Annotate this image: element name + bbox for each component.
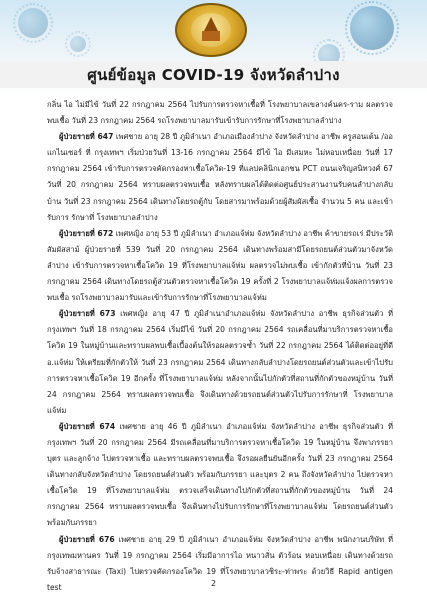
- virus-icon: [350, 6, 394, 50]
- case-heading: ผู้ป่วยรายที่ 676: [59, 534, 115, 544]
- paragraph-text: เพศหญิง อายุ 47 ปี ภูมิลำเนาอำเภอแจ้ห่ม จังหวัดลำปาง อาชีพ ธุรกิจส่วนตัว ที่ กรุงเทพฯ วันที่ 18 กรกฎาคม 2564 เริ่มมีไข้ วันที่ 20 กรกฎาคม 2564 รถเคลื่อนที่มาบริการตรวจหาเชื้อโควิด 19 ในหมู่บ้านและทราบผลพบเชื้อเบื้องต้นให้รอผลตรวจซ้ำ วันที่ 22 กรกฎาคม 2564 ได้ติดต่ออยู่ที่ดี อ.แจ้ห่ม ให้เตรียมที่กักตัวให้ วันที่ 23 กรกฎาคม 2564 เดินทางกลับลำปางโดยรถยนต์ส่วนตัวและเข้าไปรับการตรวจหาเชื้อโควิด 19 อีกครั้ง ที่โรงพยาบาลแจ้ห่ม หลังจากนั้นไปกักตัวที่สถานที่กักตัวของหมู่บ้าน วันที่ 24 กรกฎาคม 2564 ทราบผลตรวจพบเชื้อ จึงเดินทางด้วยรถยนต์ส่วนตัวไปรับการรักษาที่ โรงพยาบาลแจ้ห่ม: [47, 309, 393, 415]
- case-heading: ผู้ป่วยรายที่ 674: [59, 421, 116, 431]
- paragraph: [47, 419, 393, 532]
- case-heading: ผู้ป่วยรายที่ 673: [59, 309, 116, 319]
- case-heading: ผู้ป่วยรายที่ 672: [59, 228, 114, 238]
- paragraph-text: เพศชาย อายุ 46 ปี ภูมิลำเนา อำเภอแจ้ห่ม จังหวัดลำปาง อาชีพ ธุรกิจส่วนตัว ที่ กรุงเทพฯ วันที่ 20 กรกฎาคม 2564 มีรถเคลื่อนที่มาบริการตรวจหาเชื้อโควิด 19 ในหมู่บ้าน จึงพาภรรยา บุตร และลูกจ้าง ไปตรวจหาเชื้อ และทราบผลตรวจพบเชื้อ จึงรอผลยืนยันอีกครั้ง วันที่ 23 กรกฎาคม 2564 เดินทางกลับจังหวัดลำปาง โดยรถยนต์ส่วนตัว พร้อมกับภรรยา และบุตร 2 คน ถึงจังหวัดลำปาง ไปตรวจหาเชื้อโควิด 19 ที่โรงพยาบาลแจ้ห่ม ตรวจเสร็จเดินทางไปกักตัวที่สถานที่กักตัวของหมู่บ้าน วันที่ 24 กรกฎาคม 2564 ทราบผลตรวจพบเชื้อ จึงเดินทางไปรับการรักษาที่โรงพยาบาลแจ้ห่ม โดยรถยนต์ส่วนตัว พร้อมกับภรรยา: [47, 421, 393, 528]
- title-bar: [0, 61, 427, 88]
- paragraph: [47, 306, 393, 419]
- paragraph: [47, 226, 393, 306]
- paragraph-text: เพศชาย อายุ 29 ปี ภูมิลำเนา อำเภอแจ้ห่ม จังหวัดลำปาง อาชีพ พนักงานบริษัท ที่ กรุงเทพมหานคร วันที่ 19 กรกฎาคม 2564 เริ่มมีอาการไอ หนาวสั่น ตัวร้อน หอบเหนื่อย เดินทางด้วยรถรับจ้างสาธารณะ (Taxi) ไปตรวจคัดกรองโควิด 19 ที่โรงพยาบาลวชิระ-ท่าพระ ด้วยวิธี Rapid antigen test: [47, 534, 393, 592]
- document-body: [47, 97, 393, 596]
- virus-icon: [70, 36, 86, 52]
- paragraph-text: กลิ่น ไอ ไม่มีไข้ วันที่ 22 กรกฎาคม 2564 ไปรับการตรวจหาเชื้อที่ โรงพยาบาลเขลางค์นคร-ราม ผลตรวจพบเชื้อ วันที่ 23 กรกฎาคม 2564 รถโรงพยาบาลมารับเข้ารับการรักษาที่โรงพยาบาลลำปาง: [47, 100, 393, 126]
- paragraph: [47, 129, 393, 226]
- page-title: ศูนย์ข้อมูล COVID-19 จังหวัดลำปาง: [87, 65, 340, 84]
- virus-icon: [18, 8, 48, 38]
- case-heading: ผู้ป่วยรายที่ 647: [59, 132, 114, 142]
- lampang-seal-logo: [175, 3, 247, 57]
- page-number: 2: [210, 579, 217, 588]
- paragraph-text: เพศหญิง อายุ 53 ปี ภูมิลำเนา อำเภอแจ้ห่ม จังหวัดลำปาง อาชีพ ค้าขายรถเร่ มีประวัติสัมผัสสาม้ ผู้ป่วยรายที่ 539 วันที่ 20 กรกฎาคม 2564 เดินทางพร้อมสามีโดยรถยนต์ส่วนตัวมาจังหวัดลำปาง เข้ารับการตรวจหาเชื้อโควิด 19 ที่โรงพยาบาลแจ้ห่ม ผลตรวจไม่พบเชื้อ เข้ากักตัวที่บ้าน วันที่ 23 กรกฎาคม 2564 เดินทางโดยรถตู้ส่วนตัวตรวจหาเชื้อโควิด 19 ครั้งที่ 2 โรงพยาบาลแจ้ห่มแจ้งผลการตรวจพบเชื้อ รถโรงพยาบาลมารับและเข้ารับการรักษาที่โรงพยาบาลแจ้ห่ม: [47, 228, 394, 303]
- paragraph: [47, 97, 393, 129]
- paragraph-text: เพศชาย อายุ 28 ปี ภูมิลำเนา อำเภอเมืองลำปาง จังหวัดลำปาง อาชีพ ครูสอนเต้น /ออแกไนเซอร์ ที่ กรุงเทพฯ เริ่มป่วยวันที่ 13-16 กรกฎาคม 2564 มีไข้ ไอ มีเสมหะ ไม่หอบเหนื่อย วันที่ 17 กรกฎาคม 2564 เข้ารับการตรวจคัดกรองหาเชื้อโควิด-19 ที่แลปคลินิกเอกชน PCT ถนนเจริญสนิทวงศ์ 67 วันที่ 20 กรกฎาคม 2564 ทราบผลตรวจพบเชื้อ หลังทราบผลได้ติดต่อศูนย์ประสานงานรับคนลำปางกลับบ้าน วันที่ 23 กรกฎาคม 2564 เดินทางโดยรถตู้กับ โดยสารมาพร้อมด้วยผู้สัมผัสเชื้อ จำนวน 5 คน และเข้ารับการ รักษาที่ โรงพยาบาลลำปาง: [47, 132, 393, 222]
- header-banner: [0, 0, 427, 96]
